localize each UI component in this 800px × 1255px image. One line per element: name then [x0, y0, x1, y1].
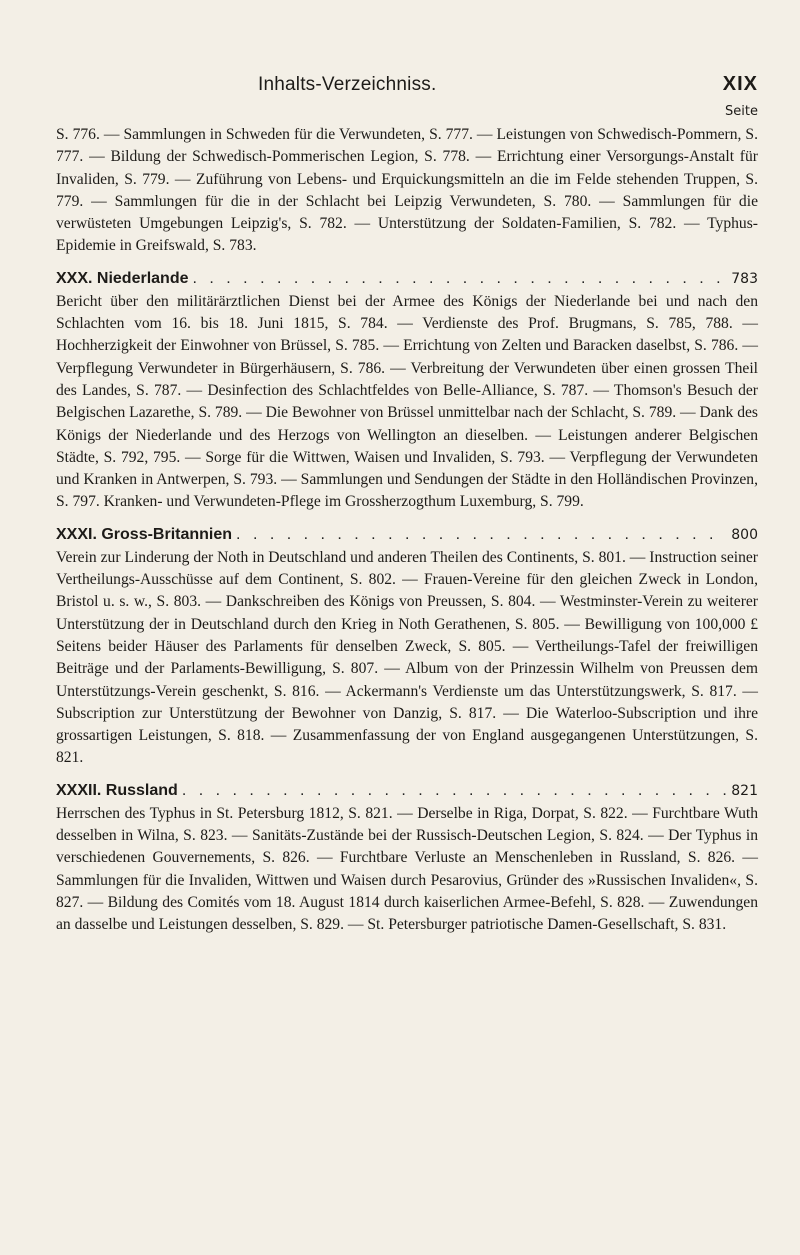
- running-header: [0, 74, 800, 98]
- section-paragraph: Bericht über den militärärztlichen Dienst bei der Armee des Königs der Niederlande bei und nach den Schlachten vom 16. bis 18. Juni 1815, S. 784. — Verdienste des Prof. Brugmans, S. 785, 788. — Hochherzigkeit der Einwohner von Brüssel, S. 785. — Errichtung von Zelten und Baracken daselbst, S. 786. — Verpflegung Verwundeter in Bürgerhäusern, S. 786. — Verbreitung der Verwundeten über einen grossen Theil des Landes, S. 787. — Desinfection des Schlachtfeldes von Belle-Alliance, S. 787. — Thomson's Besuch der Belgischen Lazarethe, S. 789. — Die Bewohner von Brüssel unmittelbar nach der Schlacht, S. 789. — Dank des Königs der Niederlande und des Herzogs von Wellington an dieselben. — Leistungen anderer Belgischen Städte, S. 792, 795. — Sorge für die Wittwen, Waisen und Invaliden, S. 793. — Verpflegung der Verwundeten und Kranken in Antwerpen, S. 793. — Sammlungen und Sendungen der Städte in den Holländischen Provinzen, S. 797. Kranken- und Verwundeten-Pflege im Grossherzogthum Luxemburg, S. 799.: [56, 292, 758, 511]
- section-title: XXXII. Russland: [56, 781, 178, 799]
- section-heading-niederlande: [56, 270, 758, 288]
- section-heading-gross-britannien: [56, 526, 758, 544]
- section-heading-russland: [56, 782, 758, 800]
- section-title: XXX. Niederlande: [56, 269, 189, 287]
- intro-paragraph: S. 776. — Sammlungen in Schweden für die Verwundeten, S. 777. — Leistungen von Schwedisch-Pommern, S. 777. — Bildung der Schwedisch-Pommerischen Legion, S. 778. — Errichtung einer Versorgungs-Anstalt für Invaliden, S. 779. — Zuführung von Lebens- und Erquickungsmitteln an die im Felde stehenden Truppen, S. 779. — Sammlungen für die in der Schlacht bei Leipzig Verwundeten, S. 780. — Sammlungen für die verwüsteten Umgebungen Leipzig's, S. 782. — Unterstützung der Soldaten-Familien, S. 782. — Typhus-Epidemie in Greifswald, S. 783.: [56, 126, 758, 255]
- section-title: XXXI. Gross-Britannien: [56, 525, 233, 543]
- header-title: Inhalts-Verzeichniss.: [258, 74, 437, 95]
- seite-label: Seite: [725, 104, 758, 119]
- leader-dots: [182, 782, 727, 800]
- toc-content: [56, 124, 758, 937]
- page-number: XIX: [722, 73, 758, 95]
- section-paragraph: Herrschen des Typhus in St. Petersburg 1812, S. 821. — Derselbe in Riga, Dorpat, S. 822. — Furchtbare Wuth desselben in Wilna, S. 823. — Sanitäts-Zustände bei der Russisch-Deutschen Legion, S. 824. — Der Typhus in verschiedenen Gouvernements, S. 826. — Furchtbare Verluste an Menschenleben in Russland, S. 826. — Sammlungen für die Invaliden, Wittwen und Waisen durch Pesarovius, Gründer des »Russischen Invaliden«, S. 827. — Bildung des Comités vom 18. August 1814 durch kaiserlichen Armee-Befehl, S. 828. — Zuwendungen an dasselbe und Leistungen desselben, S. 829. — St. Petersburger patriotische Damen-Gesellschaft, S. 831.: [56, 804, 758, 934]
- leader-dots: [236, 526, 727, 544]
- section-page-number: 783: [731, 270, 758, 287]
- section-page-number: 800: [731, 526, 758, 543]
- section-paragraph: Verein zur Linderung der Noth in Deutschland und anderen Theilen des Continents, S. 801. — Instruction seiner Vertheilungs-Ausschüsse auf dem Continent, S. 802. — Frauen-Vereine für den gleichen Zweck in London, Bristol u. s. w., S. 803. — Dankschreiben des Königs von Preussen, S. 804. — Westminster-Verein zu weiterer Unterstützung der in Deutschland durch den Krieg in Noth Gerathenen, S. 805. — Bewilligung von 100,000 £ Seitens beider Häuser des Parlaments für denselben Zweck, S. 805. — Vertheilungs-Tafel der freiwilligen Beiträge und der Parlaments-Bewilligung, S. 807. — Album von der Prinzessin Wilhelm von Preussen dem Unterstützungs-Verein geschenkt, S. 816. — Ackermann's Verdienste um das Unterstützungswerk, S. 817. — Subscription zur Unterstützung der Bewohner von Danzig, S. 817. — Die Waterloo-Subscription und ihre grossartigen Leistungen, S. 818. — Zusammenfassung der von England ausgegangenen Unterstützungen, S. 821.: [56, 548, 758, 767]
- section-page-number: 821: [731, 782, 758, 799]
- leader-dots: [193, 270, 728, 288]
